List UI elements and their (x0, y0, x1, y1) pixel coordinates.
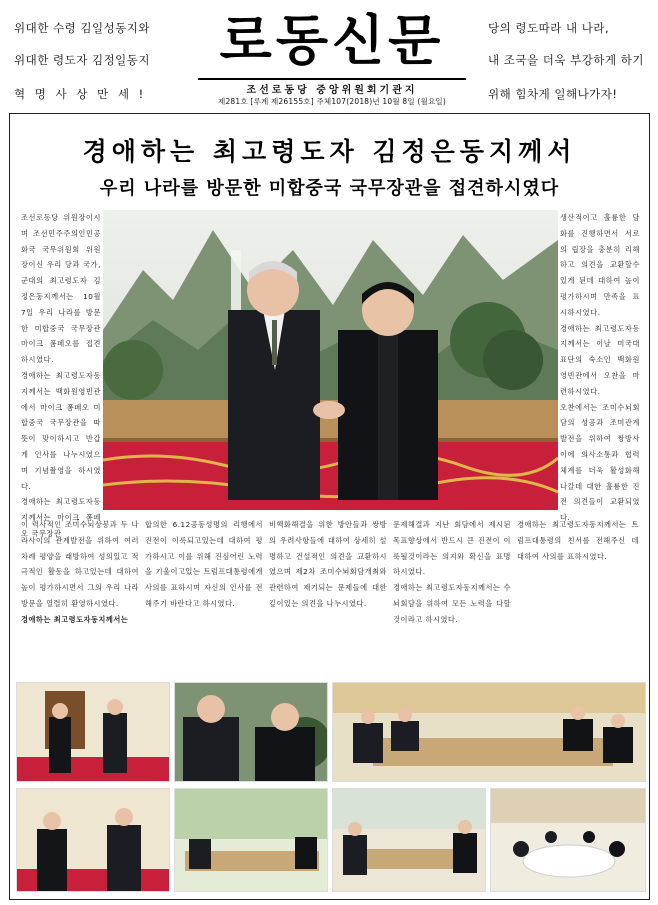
photo-talks-table (332, 682, 646, 782)
lower-column-4-text-b: 경애하는 최고령도자동지께서는 수뇌회담을 위하여 모든 노력을 다할것이라고 하시였다. (393, 583, 511, 624)
left-column (21, 210, 101, 542)
photo-walking (16, 788, 170, 892)
slogan-right-3: 위해 힘차게 일해나가자! (488, 87, 618, 101)
front-page-frame (9, 113, 650, 900)
right-column (560, 210, 640, 526)
issue-line: 제281호 [루계 제26155호] 주체107(2018)년 10월 8일 (월요일) (218, 97, 446, 106)
photo-grid (16, 680, 646, 895)
photo-handshake-closeup (174, 682, 328, 782)
lower-column-1 (21, 517, 139, 628)
lower-column-4-text: 문제해결과 지난 회담에서 제시된 목표향상에서 반드시 큰 진전이 이룩될것이라는 의지와 확신을 표명하시였다. (393, 520, 511, 577)
lower-column-2: 합의한 6.12공동성명의 리행에서 진전이 이룩되고있는데 대하여 평가하시고 이를 위해 진심어린 노력을 기울이고있는 트럼프대통령에게 사의를 표하시며 자신의 인사를 전해주기 바란다고 하시였다. (145, 520, 263, 608)
photo-meeting-room (174, 788, 328, 892)
left-paragraph-3: 경애하는 최고령도자동지께서는 마이크 폼페오 국무장관 (21, 497, 101, 538)
newspaper-nameplate: 로동신문 (219, 8, 445, 72)
photo-delegation (332, 788, 486, 892)
lower-column-3: 비핵화해결을 위한 방안들과 쌍방의 우려사항들에 대하여 상세히 설명하고 건설적인 의견을 교환하시였으며 제2차 조미수뇌회담개최와 관련하여 제기되는 문제들에 대한 깊이있는 의견을 나누시였다. (269, 520, 387, 608)
photo-greeting-door (16, 682, 170, 782)
right-paragraph-3: 오찬에서는 조미수뇌회담의 성공과 조미관계발전을 위하여 쌍방사이에 의사소통과 협력체계를 더욱 활성화해나갈데 대한 훌륭한 진전 의견들이 교환되였다. (560, 402, 640, 523)
lower-column-1-text: 이 력사적인 조미수뇌상봉과 두 나라사이의 관계발전을 위하여 여러차례 평양을 래방하여 성의있고 적극적인 활동을 하고있는데 대하여 높이 평가하시면서 그의 우리 나라 방문을 열렬히 환영하시였다. (21, 520, 139, 608)
masthead (0, 0, 658, 112)
lower-text-columns (21, 517, 641, 677)
handshake-photo-illustration (103, 210, 558, 510)
main-photo (103, 210, 558, 510)
headline: 경애하는 최고령도자 김정은동지께서 (82, 137, 577, 166)
bold-callout: 경애하는 최고령도자동지께서는 (21, 614, 129, 624)
slogan-right-1: 당의 령도따라 내 나라, (488, 21, 610, 35)
left-paragraph-2: 경애하는 최고령도자동지께서는 백화원영빈관에서 마이크 폼페오 미합중국 국무장관을 따뜻이 맞이하시고 반갑게 인사를 나누시였으며 기념촬영을 하시였다. (21, 370, 101, 491)
left-paragraph-1: 조선로동당 위원장이시며 조선민주주의인민공화국 국무위원회 위원장이신 우리 당과 국가, 군대의 최고령도자 김정은동지께서는 10월 7일 우리 나라를 방문한 미합중국 국무장관 마이크 폼페오를 접견하시였다. (21, 213, 101, 365)
slogan-left-2: 위대한 령도자 김정일동지 (14, 53, 151, 67)
right-paragraph-2: 경애하는 최고령도자동지께서는 이날 미국대표단의 숙소인 백화원영빈관에서 오찬을 마련하시였다. (560, 323, 640, 396)
slogan-right-2: 내 조국을 더욱 부강하게 하기 (488, 53, 644, 67)
lower-column-4 (393, 517, 511, 628)
newspaper-subtitle: 조선로동당 중앙위원회기관지 (198, 78, 466, 96)
lower-column-5: 경애하는 최고령도자동지께서는 트럼프대통령의 친서를 전해주신 데 대하여 사의를 표하시였다. (517, 520, 639, 561)
slogan-left-1: 위대한 수령 김일성동지와 (14, 21, 151, 35)
right-paragraph-1: 생산적이고 훌륭한 담화를 진행하면서 서로의 립장을 충분히 리해하고 의견을 교환할수 있게 된데 대하여 높이 평가하시며 만족을 표시하시였다. (560, 213, 640, 317)
photo-luncheon (490, 788, 646, 892)
subheadline: 우리 나라를 방문한 미합중국 국무장관을 접견하시였다 (99, 178, 560, 199)
slogan-left-3: 혁 명 사 상 만 세 ! (14, 87, 147, 101)
